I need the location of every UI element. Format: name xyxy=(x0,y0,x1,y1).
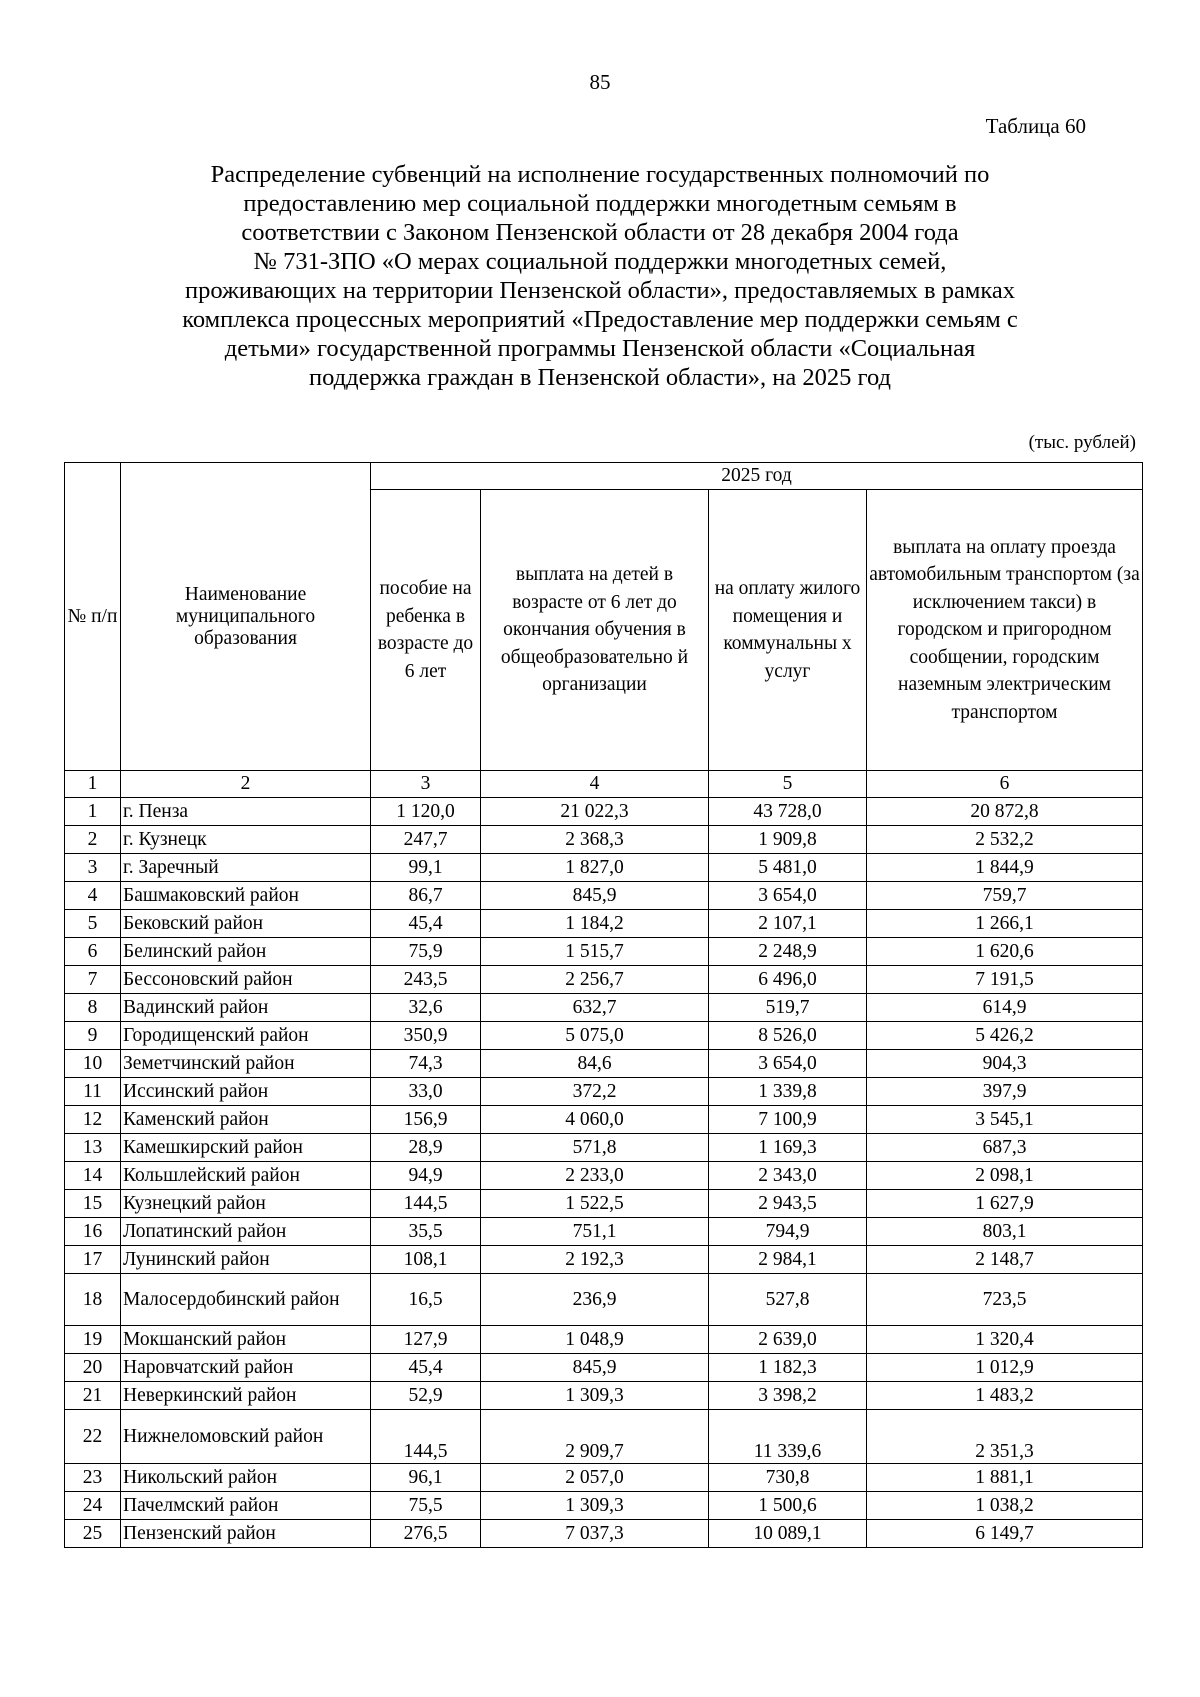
value-col4: 372,2 xyxy=(481,1078,709,1106)
value-col4: 1 309,3 xyxy=(481,1492,709,1520)
title-line: Распределение субвенций на исполнение государственных полномочий по xyxy=(210,161,990,188)
value-col3: 247,7 xyxy=(371,826,481,854)
value-col4: 632,7 xyxy=(481,994,709,1022)
header-year: 2025 год xyxy=(371,463,1143,490)
table-row xyxy=(65,798,1143,826)
title-line: № 731-ЗПО «О мерах социальной поддержки многодетных семей, xyxy=(253,248,947,275)
value-col3: 276,5 xyxy=(371,1520,481,1548)
value-col5: 1 500,6 xyxy=(709,1492,867,1520)
value-col4: 845,9 xyxy=(481,882,709,910)
municipality-name: Башмаковский район xyxy=(121,882,371,910)
municipality-name: Иссинский район xyxy=(121,1078,371,1106)
table-row xyxy=(65,910,1143,938)
value-col3: 144,5 xyxy=(371,1190,481,1218)
municipality-name: Наровчатский район xyxy=(121,1354,371,1382)
value-col5: 5 481,0 xyxy=(709,854,867,882)
row-number: 18 xyxy=(65,1274,121,1326)
table-row xyxy=(65,938,1143,966)
value-col4: 2 233,0 xyxy=(481,1162,709,1190)
row-number: 20 xyxy=(65,1354,121,1382)
value-col6: 1 266,1 xyxy=(867,910,1143,938)
municipality-name xyxy=(121,1410,371,1464)
value-col6: 2 351,3 xyxy=(867,1410,1143,1464)
value-col3: 75,5 xyxy=(371,1492,481,1520)
value-col4: 571,8 xyxy=(481,1134,709,1162)
header-col6: выплата на оплату проезда автомобильным транспортом (за исключением такси) в городском и пригородном сообщении, городским наземным электрическим транспортом xyxy=(867,490,1143,771)
table-row xyxy=(65,1078,1143,1106)
value-col5: 2 943,5 xyxy=(709,1190,867,1218)
value-col5: 2 639,0 xyxy=(709,1326,867,1354)
row-number: 13 xyxy=(65,1134,121,1162)
value-col5: 8 526,0 xyxy=(709,1022,867,1050)
municipality-name: Никольский район xyxy=(121,1464,371,1492)
value-col4: 5 075,0 xyxy=(481,1022,709,1050)
value-col6: 3 545,1 xyxy=(867,1106,1143,1134)
row-number: 19 xyxy=(65,1326,121,1354)
row-number: 2 xyxy=(65,826,121,854)
row-number: 12 xyxy=(65,1106,121,1134)
column-number: 2 xyxy=(121,771,371,798)
value-col4: 21 022,3 xyxy=(481,798,709,826)
subsidy-table xyxy=(64,462,1143,1548)
column-number: 4 xyxy=(481,771,709,798)
municipality-name: г. Заречный xyxy=(121,854,371,882)
value-col6: 1 627,9 xyxy=(867,1190,1143,1218)
value-col6: 7 191,5 xyxy=(867,966,1143,994)
value-col4: 2 909,7 xyxy=(481,1410,709,1464)
value-col3: 243,5 xyxy=(371,966,481,994)
title-line: поддержка граждан в Пензенской области», на 2025 год xyxy=(309,364,891,391)
unit-label: (тыс. рублей) xyxy=(1028,432,1136,453)
header-col3: пособие на ребенка в возрасте до 6 лет xyxy=(371,490,481,771)
value-col5: 11 339,6 xyxy=(709,1410,867,1464)
value-col6: 20 872,8 xyxy=(867,798,1143,826)
value-col5: 2 107,1 xyxy=(709,910,867,938)
value-col5: 1 339,8 xyxy=(709,1078,867,1106)
table-row xyxy=(65,1520,1143,1548)
title-line: соответствии с Законом Пензенской области от 28 декабря 2004 года xyxy=(241,219,959,246)
table-row xyxy=(65,826,1143,854)
municipality-name: Бековский район xyxy=(121,910,371,938)
document-title xyxy=(100,160,1100,392)
row-number: 9 xyxy=(65,1022,121,1050)
table-row xyxy=(65,966,1143,994)
value-col6: 1 844,9 xyxy=(867,854,1143,882)
row-number: 1 xyxy=(65,798,121,826)
value-col6: 904,3 xyxy=(867,1050,1143,1078)
value-col3: 108,1 xyxy=(371,1246,481,1274)
value-col3: 127,9 xyxy=(371,1326,481,1354)
value-col5: 7 100,9 xyxy=(709,1106,867,1134)
column-number: 5 xyxy=(709,771,867,798)
header-name: Наименование муниципального образования xyxy=(121,463,371,771)
value-col3: 75,9 xyxy=(371,938,481,966)
title-line: детьми» государственной программы Пензенской области «Социальная xyxy=(224,335,976,362)
table-row xyxy=(65,1050,1143,1078)
title-line: комплекса процессных мероприятий «Предоставление мер поддержки семьям с xyxy=(182,306,1018,333)
municipality-name: Каменский район xyxy=(121,1106,371,1134)
value-col5: 43 728,0 xyxy=(709,798,867,826)
row-number: 7 xyxy=(65,966,121,994)
municipality-name: Неверкинский район xyxy=(121,1382,371,1410)
table-row xyxy=(65,1354,1143,1382)
table-row xyxy=(65,1106,1143,1134)
value-col4: 4 060,0 xyxy=(481,1106,709,1134)
value-col4: 236,9 xyxy=(481,1274,709,1326)
page-number: 85 xyxy=(589,70,611,94)
value-col3: 156,9 xyxy=(371,1106,481,1134)
value-col3: 45,4 xyxy=(371,1354,481,1382)
table-row xyxy=(65,1274,1143,1326)
table-row xyxy=(65,1190,1143,1218)
table-row xyxy=(65,1410,1143,1464)
header-col4: выплата на детей в возрасте от 6 лет до окончания обучения в общеобразовательно й организации xyxy=(481,490,709,771)
row-number: 4 xyxy=(65,882,121,910)
row-number: 14 xyxy=(65,1162,121,1190)
row-number: 3 xyxy=(65,854,121,882)
row-number: 21 xyxy=(65,1382,121,1410)
value-col5: 2 343,0 xyxy=(709,1162,867,1190)
value-col4: 1 184,2 xyxy=(481,910,709,938)
value-col6: 723,5 xyxy=(867,1274,1143,1326)
column-number: 3 xyxy=(371,771,481,798)
table-row xyxy=(65,994,1143,1022)
municipality-name: г. Пенза xyxy=(121,798,371,826)
value-col3: 28,9 xyxy=(371,1134,481,1162)
value-col5: 1 909,8 xyxy=(709,826,867,854)
table-row xyxy=(65,1382,1143,1410)
value-col4: 751,1 xyxy=(481,1218,709,1246)
value-col6: 1 012,9 xyxy=(867,1354,1143,1382)
column-number: 6 xyxy=(867,771,1143,798)
value-col4: 1 309,3 xyxy=(481,1382,709,1410)
value-col6: 1 320,4 xyxy=(867,1326,1143,1354)
value-col5: 6 496,0 xyxy=(709,966,867,994)
value-col5: 10 089,1 xyxy=(709,1520,867,1548)
value-col4: 845,9 xyxy=(481,1354,709,1382)
value-col5: 1 169,3 xyxy=(709,1134,867,1162)
value-col3: 94,9 xyxy=(371,1162,481,1190)
value-col3: 74,3 xyxy=(371,1050,481,1078)
row-number: 15 xyxy=(65,1190,121,1218)
value-col6: 687,3 xyxy=(867,1134,1143,1162)
value-col4: 1 522,5 xyxy=(481,1190,709,1218)
value-col3: 350,9 xyxy=(371,1022,481,1050)
municipality-name: Пачелмский район xyxy=(121,1492,371,1520)
column-number: 1 xyxy=(65,771,121,798)
municipality-name: г. Кузнецк xyxy=(121,826,371,854)
row-number: 5 xyxy=(65,910,121,938)
table-row xyxy=(65,882,1143,910)
value-col4: 1 515,7 xyxy=(481,938,709,966)
value-col5: 794,9 xyxy=(709,1218,867,1246)
value-col4: 2 256,7 xyxy=(481,966,709,994)
table-row xyxy=(65,1246,1143,1274)
value-col3: 45,4 xyxy=(371,910,481,938)
row-number: 16 xyxy=(65,1218,121,1246)
value-col6: 1 038,2 xyxy=(867,1492,1143,1520)
value-col3: 33,0 xyxy=(371,1078,481,1106)
municipality-name-text: Нижнеломовский район xyxy=(123,1425,324,1447)
value-col5: 730,8 xyxy=(709,1464,867,1492)
value-col6: 1 620,6 xyxy=(867,938,1143,966)
value-col3: 144,5 xyxy=(371,1410,481,1464)
title-line: проживающих на территории Пензенской области», предоставляемых в рамках xyxy=(184,277,1016,304)
value-col3: 96,1 xyxy=(371,1464,481,1492)
municipality-name-text: Малосердобинский район xyxy=(123,1288,340,1310)
value-col6: 6 149,7 xyxy=(867,1520,1143,1548)
table-row xyxy=(65,1492,1143,1520)
municipality-name: Пензенский район xyxy=(121,1520,371,1548)
row-number: 17 xyxy=(65,1246,121,1274)
value-col6: 2 098,1 xyxy=(867,1162,1143,1190)
value-col4: 1 048,9 xyxy=(481,1326,709,1354)
table-row xyxy=(65,1326,1143,1354)
value-col5: 2 248,9 xyxy=(709,938,867,966)
table-row xyxy=(65,854,1143,882)
value-col5: 2 984,1 xyxy=(709,1246,867,1274)
municipality-name: Кузнецкий район xyxy=(121,1190,371,1218)
municipality-name: Вадинский район xyxy=(121,994,371,1022)
row-number: 22 xyxy=(65,1410,121,1464)
value-col3: 32,6 xyxy=(371,994,481,1022)
value-col3: 16,5 xyxy=(371,1274,481,1326)
row-number: 8 xyxy=(65,994,121,1022)
value-col5: 1 182,3 xyxy=(709,1354,867,1382)
value-col4: 2 057,0 xyxy=(481,1464,709,1492)
value-col6: 1 881,1 xyxy=(867,1464,1143,1492)
title-line: предоставлению мер социальной поддержки многодетным семьям в xyxy=(243,190,957,217)
table-row xyxy=(65,1022,1143,1050)
value-col3: 86,7 xyxy=(371,882,481,910)
value-col4: 2 192,3 xyxy=(481,1246,709,1274)
table-row xyxy=(65,1162,1143,1190)
table-label: Таблица 60 xyxy=(985,114,1086,138)
value-col4: 1 827,0 xyxy=(481,854,709,882)
value-col4: 7 037,3 xyxy=(481,1520,709,1548)
value-col5: 3 654,0 xyxy=(709,882,867,910)
value-col5: 527,8 xyxy=(709,1274,867,1326)
value-col5: 3 654,0 xyxy=(709,1050,867,1078)
row-number: 24 xyxy=(65,1492,121,1520)
row-number: 23 xyxy=(65,1464,121,1492)
municipality-name: Бессоновский район xyxy=(121,966,371,994)
row-number: 25 xyxy=(65,1520,121,1548)
table-row xyxy=(65,1134,1143,1162)
value-col4: 84,6 xyxy=(481,1050,709,1078)
value-col6: 5 426,2 xyxy=(867,1022,1143,1050)
header-col5: на оплату жилого помещения и коммунальны х услуг xyxy=(709,490,867,771)
municipality-name xyxy=(121,1274,371,1326)
header-no: № п/п xyxy=(65,463,121,771)
municipality-name: Мокшанский район xyxy=(121,1326,371,1354)
value-col5: 519,7 xyxy=(709,994,867,1022)
row-number: 10 xyxy=(65,1050,121,1078)
value-col5: 3 398,2 xyxy=(709,1382,867,1410)
value-col3: 1 120,0 xyxy=(371,798,481,826)
municipality-name: Кольшлейский район xyxy=(121,1162,371,1190)
row-number: 6 xyxy=(65,938,121,966)
value-col6: 2 532,2 xyxy=(867,826,1143,854)
municipality-name: Городищенский район xyxy=(121,1022,371,1050)
table-row xyxy=(65,1464,1143,1492)
value-col3: 35,5 xyxy=(371,1218,481,1246)
value-col6: 1 483,2 xyxy=(867,1382,1143,1410)
value-col6: 759,7 xyxy=(867,882,1143,910)
value-col6: 614,9 xyxy=(867,994,1143,1022)
municipality-name: Земетчинский район xyxy=(121,1050,371,1078)
municipality-name: Камешкирский район xyxy=(121,1134,371,1162)
value-col6: 803,1 xyxy=(867,1218,1143,1246)
municipality-name: Лунинский район xyxy=(121,1246,371,1274)
row-number: 11 xyxy=(65,1078,121,1106)
value-col3: 99,1 xyxy=(371,854,481,882)
municipality-name: Белинский район xyxy=(121,938,371,966)
value-col6: 2 148,7 xyxy=(867,1246,1143,1274)
table-row xyxy=(65,1218,1143,1246)
value-col6: 397,9 xyxy=(867,1078,1143,1106)
value-col4: 2 368,3 xyxy=(481,826,709,854)
municipality-name: Лопатинский район xyxy=(121,1218,371,1246)
value-col3: 52,9 xyxy=(371,1382,481,1410)
